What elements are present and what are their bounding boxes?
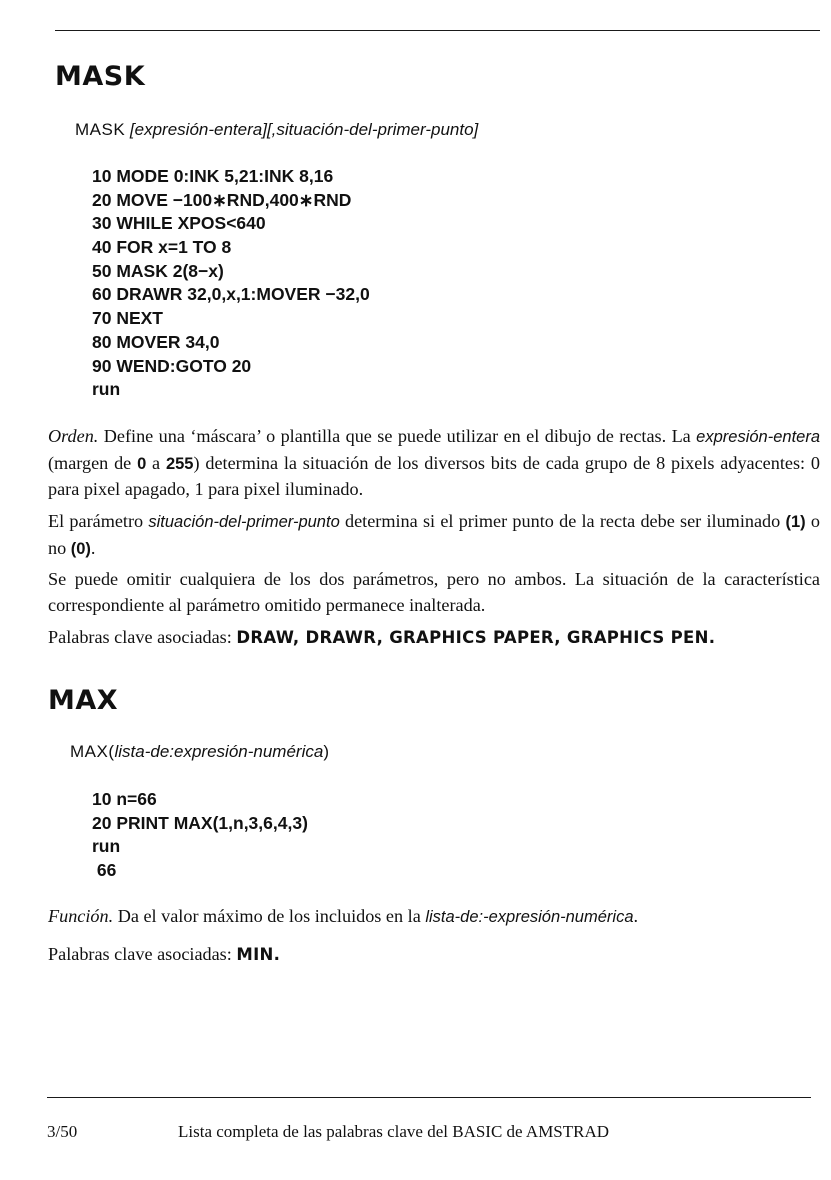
range-max: 255: [165, 454, 194, 473]
max-code-listing: [92, 788, 308, 883]
mask-syntax-args: [expresión-entera][,situación-del-primer-punto]: [129, 120, 479, 139]
text-run: ) determina la situación de los diversos bits de cada grupo de 8 pixels adyacentes: 0 para pixel apagado, 1 para pixel iluminado.: [48, 452, 821, 499]
code-line: 20 MOVE −100∗RND,400∗RND: [92, 189, 352, 210]
code-line: 20 PRINT MAX(1,n,3,6,4,3): [92, 812, 308, 833]
mask-omission-note: Se puede omitir cualquiera de los dos parámetros, pero no ambos. La situación de la característica correspondiente al parámetro omitido permanece inalterada.: [48, 569, 820, 615]
mask-parameter-description: [48, 509, 820, 562]
text-run: Define una ‘máscara’ o plantilla que se puede utilizar en el dibujo de rectas. La: [98, 426, 697, 446]
max-title: MAX: [48, 685, 119, 716]
mask-title: MASK: [55, 61, 146, 92]
mask-description: [48, 424, 820, 503]
related-label: Palabras clave asociadas:: [48, 944, 237, 964]
code-line: 30 WHILE XPOS<640: [92, 213, 266, 234]
bottom-rule: [47, 1097, 811, 1098]
value-on: (1): [785, 513, 806, 531]
code-line: 50 MASK 2(8−x): [92, 260, 224, 281]
arg-reference: expresión-entera: [696, 428, 820, 446]
max-syntax-args: lista-de:expresión-numérica: [114, 742, 324, 761]
related-label: Palabras clave asociadas:: [48, 627, 237, 647]
text-run: El parámetro: [48, 511, 149, 531]
max-syntax-close: ): [323, 742, 330, 761]
mask-syntax: [75, 120, 478, 140]
text-run: .: [633, 906, 639, 926]
value-off: (0): [70, 539, 91, 558]
code-line: 90 WEND:GOTO 20: [92, 355, 252, 376]
top-rule: [55, 30, 820, 31]
running-title: Lista completa de las palabras clave del BASIC de AMSTRAD: [178, 1122, 610, 1141]
text-run: a: [146, 452, 166, 473]
code-line: run: [92, 379, 121, 400]
code-line: 10 MODE 0:INK 5,21:INK 8,16: [92, 166, 334, 186]
range-min: 0: [137, 454, 147, 473]
text-run: o no: [48, 511, 820, 558]
max-related-keywords: [48, 942, 820, 968]
related-keyword-list: DRAW, DRAWR, GRAPHICS PAPER, GRAPHICS PEN.: [236, 628, 716, 647]
arg-reference: lista-de:-expresión-numérica: [425, 908, 634, 926]
mask-related-keywords: [48, 625, 820, 651]
max-description-lead: Función.: [48, 906, 114, 926]
max-syntax: [70, 742, 330, 762]
related-keyword-list: MIN.: [236, 945, 281, 964]
code-line: 70 NEXT: [92, 308, 163, 329]
max-syntax-keyword: MAX(: [70, 742, 115, 761]
text-run: .: [90, 537, 96, 558]
mask-syntax-keyword: MASK: [75, 120, 126, 139]
max-description: [48, 904, 820, 931]
code-line: 40 FOR x=1 TO 8: [92, 237, 232, 258]
text-run: (margen de: [48, 452, 138, 473]
code-line: run: [92, 836, 121, 857]
code-line: 80 MOVER 34,0: [92, 331, 220, 352]
code-line: 10 n=66: [92, 789, 157, 809]
code-line: 60 DRAWR 32,0,x,1:MOVER −32,0: [92, 284, 370, 305]
arg-reference: situación-del-primer-punto: [148, 513, 340, 531]
text-run: Da el valor máximo de los incluidos en la: [113, 906, 426, 926]
code-line: 66: [92, 860, 117, 881]
mask-description-lead: Orden.: [48, 426, 99, 446]
mask-code-listing: [92, 165, 370, 402]
text-run: determina si el primer punto de la recta debe ser iluminado: [339, 511, 786, 531]
page-number: 3/50: [47, 1122, 78, 1141]
